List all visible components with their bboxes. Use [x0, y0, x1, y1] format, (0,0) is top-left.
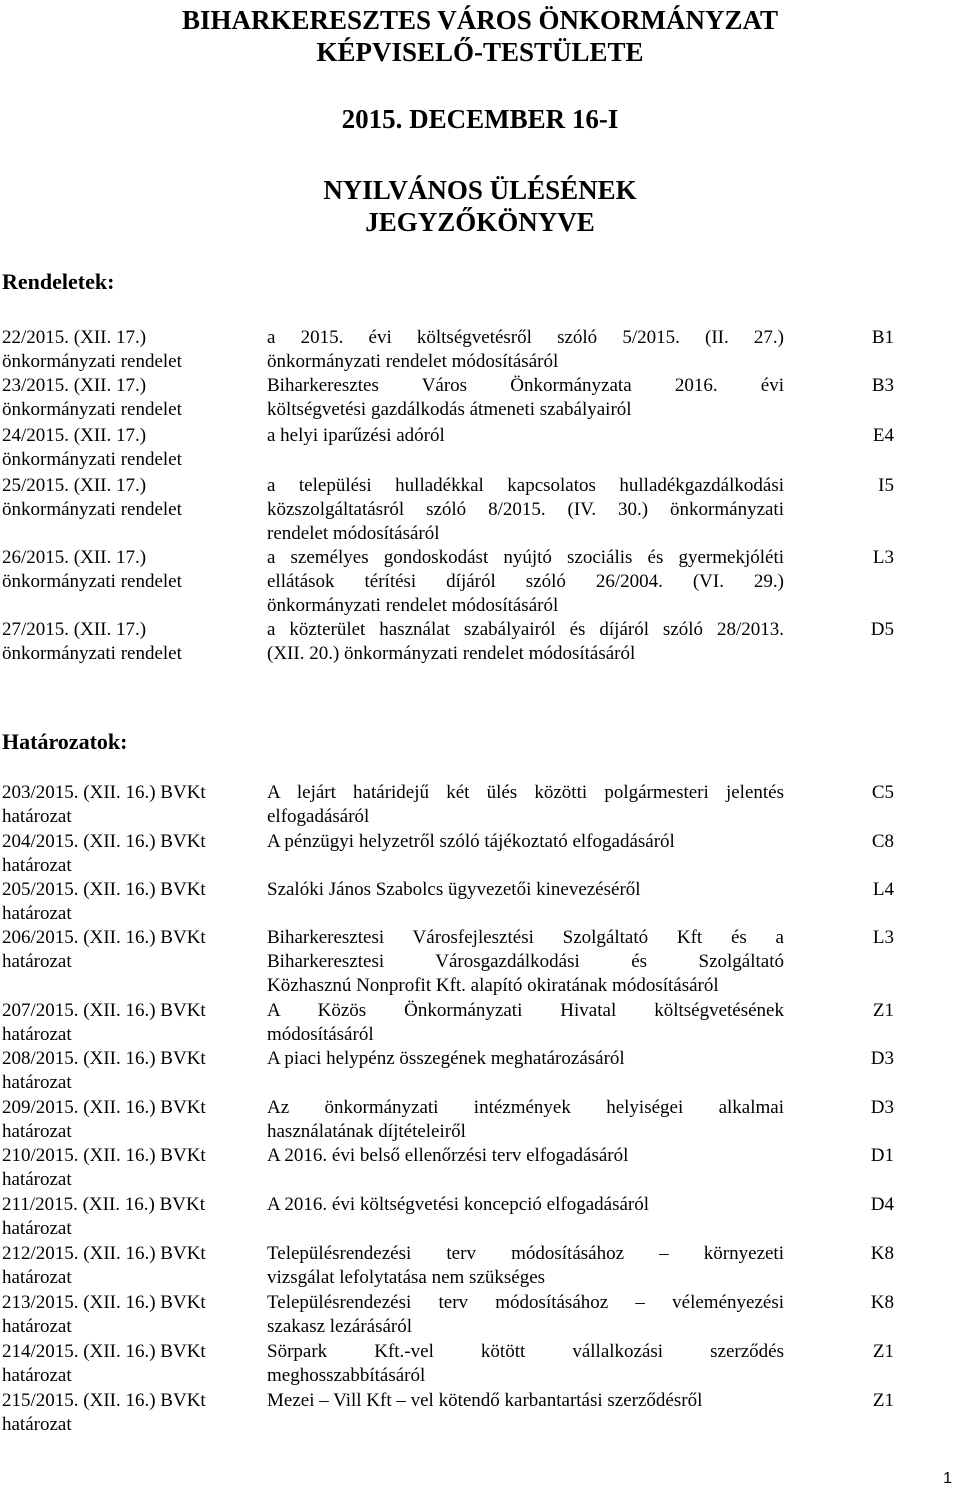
rendelet-number: 25/2015. (XII. 17.)	[2, 475, 147, 496]
rendelet-title	[267, 424, 784, 448]
hatarozat-number: 208/2015. (XII. 16.) BVKt	[2, 1048, 206, 1069]
rendelet-type: önkormányzati rendelet	[2, 499, 182, 520]
rendelet-number: 22/2015. (XII. 17.)	[2, 327, 147, 348]
hatarozat-code: K8	[870, 1292, 894, 1313]
hatarozat-code: Z1	[872, 1000, 894, 1021]
hatarozat-title	[267, 1047, 784, 1071]
hatarozat-title	[267, 830, 784, 854]
rendelet-title-line: (XII. 20.) önkormányzati rendelet módosításáról	[267, 643, 636, 664]
hatarozat-number: 206/2015. (XII. 16.) BVKt	[2, 927, 206, 948]
rendelet-title-line: önkormányzati rendelet módosításáról	[267, 595, 559, 616]
rendelet-number: 23/2015. (XII. 17.)	[2, 375, 147, 396]
hatarozat-number: 203/2015. (XII. 16.) BVKt	[2, 782, 206, 803]
hatarozat-title-line: Közhasznú Nonprofit Kft. alapító okiratának módosításáról	[267, 975, 719, 996]
hatarozat-type: határozat	[2, 1267, 72, 1288]
rendelet-reference	[2, 474, 232, 522]
hatarozat-reference	[2, 1144, 232, 1192]
hatarozat-reference	[2, 1193, 232, 1241]
council-name: BIHARKERESZTES VÁROS ÖNKORMÁNYZAT	[181, 5, 779, 35]
rendelet-code: L3	[872, 547, 894, 568]
hatarozat-reference	[2, 1242, 232, 1290]
hatarozat-reference	[2, 1340, 232, 1388]
hatarozat-number: 207/2015. (XII. 16.) BVKt	[2, 1000, 206, 1021]
hatarozat-reference	[2, 1389, 232, 1437]
hatarozat-type: határozat	[2, 1169, 72, 1190]
hatarozat-number: 215/2015. (XII. 16.) BVKt	[2, 1390, 206, 1411]
rendelet-number: 27/2015. (XII. 17.)	[2, 619, 147, 640]
hatarozat-type: határozat	[2, 1121, 72, 1142]
hatarozat-title-line: elfogadásáról	[267, 806, 370, 827]
document-title-line1: NYILVÁNOS ÜLÉSÉNEK	[323, 175, 637, 205]
hatarozat-title-line: A 2016. évi költségvetési koncepció elfogadásáról	[267, 1194, 650, 1215]
hatarozat-title	[267, 1144, 784, 1168]
rendelet-number: 26/2015. (XII. 17.)	[2, 547, 147, 568]
hatarozat-title	[267, 1193, 784, 1217]
hatarozat-title	[267, 1340, 784, 1388]
rendeletek-heading: Rendeletek:	[2, 269, 115, 294]
hatarozat-number: 213/2015. (XII. 16.) BVKt	[2, 1292, 206, 1313]
rendelet-code: E4	[872, 425, 894, 446]
hatarozat-title-line: Szalóki János Szabolcs ügyvezetői kinevezéséről	[267, 879, 641, 900]
hatarozat-type: határozat	[2, 1218, 72, 1239]
hatarozat-code: D3	[870, 1097, 894, 1118]
hatarozat-title-line: szakasz lezárásáról	[267, 1316, 413, 1337]
hatarozat-reference	[2, 781, 232, 829]
hatarozat-code: D1	[870, 1145, 894, 1166]
hatarozat-title-line: A 2016. évi belső ellenőrzési terv elfogadásáról	[267, 1145, 629, 1166]
hatarozat-code: C8	[871, 831, 894, 852]
hatarozat-code: L4	[872, 879, 894, 900]
hatarozat-code: L3	[872, 927, 894, 948]
rendelet-title-line: a közterület használat szabályairól és díjáról szóló 28/2013.	[267, 619, 784, 640]
hatarozat-reference	[2, 1047, 232, 1095]
rendelet-title	[267, 474, 784, 546]
hatarozat-title-line: Településrendezési terv módosításához – környezeti	[267, 1243, 784, 1264]
rendelet-code: B3	[871, 375, 894, 396]
hatarozat-number: 214/2015. (XII. 16.) BVKt	[2, 1341, 206, 1362]
rendelet-type: önkormányzati rendelet	[2, 351, 182, 372]
hatarozat-title	[267, 1242, 784, 1290]
hatarozat-reference	[2, 1096, 232, 1144]
rendelet-title-line: ellátások térítési díjáról szóló 26/2004. (VI. 29.)	[267, 571, 784, 592]
hatarozat-code: Z1	[872, 1341, 894, 1362]
hatarozat-title-line: Településrendezési terv módosításához – véleményezési	[267, 1292, 784, 1313]
hatarozat-code: C5	[871, 782, 894, 803]
hatarozat-type: határozat	[2, 951, 72, 972]
rendelet-reference	[2, 618, 232, 666]
rendelet-title-line: közszolgáltatásról szóló 8/2015. (IV. 30.) önkormányzati	[267, 499, 784, 520]
hatarozat-type: határozat	[2, 1365, 72, 1386]
hatarozat-type: határozat	[2, 855, 72, 876]
hatarozat-code: K8	[870, 1243, 894, 1264]
hatarozat-title-line: Mezei – Vill Kft – vel kötendő karbantartási szerződésről	[267, 1390, 703, 1411]
page-number: 1	[943, 1470, 952, 1487]
rendelet-code: D5	[870, 619, 894, 640]
hatarozat-title-line: módosításáról	[267, 1024, 374, 1045]
hatarozat-reference	[2, 830, 232, 878]
council-body: KÉPVISELŐ-TESTÜLETE	[316, 37, 644, 67]
hatarozat-type: határozat	[2, 903, 72, 924]
hatarozat-title	[267, 926, 784, 998]
hatarozat-number: 204/2015. (XII. 16.) BVKt	[2, 831, 206, 852]
hatarozat-type: határozat	[2, 1072, 72, 1093]
rendelet-title-line: a települési hulladékkal kapcsolatos hulladékgazdálkodási	[267, 475, 784, 496]
hatarozat-title-line: Az önkormányzati intézmények helyiségei alkalmai	[267, 1097, 784, 1118]
rendelet-type: önkormányzati rendelet	[2, 571, 182, 592]
hatarozat-number: 205/2015. (XII. 16.) BVKt	[2, 879, 206, 900]
hatarozat-title-line: A pénzügyi helyzetről szóló tájékoztató elfogadásáról	[267, 831, 675, 852]
hatarozat-title-line: Biharkeresztesi Városfejlesztési Szolgáltató Kft és a	[267, 927, 784, 948]
hatarozat-type: határozat	[2, 1316, 72, 1337]
hatarozat-reference	[2, 1291, 232, 1339]
hatarozat-title	[267, 1291, 784, 1339]
hatarozat-type: határozat	[2, 1024, 72, 1045]
rendelet-reference	[2, 326, 232, 374]
hatarozat-code: Z1	[872, 1390, 894, 1411]
rendelet-number: 24/2015. (XII. 17.)	[2, 425, 147, 446]
rendelet-title-line: a 2015. évi költségvetésről szóló 5/2015. (II. 27.)	[267, 327, 784, 348]
hatarozat-title	[267, 1389, 784, 1413]
rendelet-title-line: költségvetési gazdálkodás átmeneti szabályairól	[267, 399, 632, 420]
rendelet-reference	[2, 424, 232, 472]
hatarozat-code: D4	[870, 1194, 894, 1215]
rendelet-title-line: a személyes gondoskodást nyújtó szociális és gyermekjóléti	[267, 547, 784, 568]
meeting-date: 2015. DECEMBER 16-I	[341, 104, 619, 134]
hatarozat-title-line: használatának díjtételeiről	[267, 1121, 466, 1142]
rendelet-title-line: önkormányzati rendelet módosításáról	[267, 351, 559, 372]
hatarozat-reference	[2, 878, 232, 926]
rendelet-title	[267, 618, 784, 666]
hatarozat-title-line: A lejárt határidejű két ülés közötti polgármesteri jelentés	[267, 782, 784, 803]
rendelet-reference	[2, 546, 232, 594]
hatarozat-reference	[2, 999, 232, 1047]
hatarozat-type: határozat	[2, 1414, 72, 1435]
hatarozat-number: 211/2015. (XII. 16.) BVKt	[2, 1194, 205, 1215]
rendelet-title-line: rendelet módosításáról	[267, 523, 440, 544]
rendelet-type: önkormányzati rendelet	[2, 449, 182, 470]
hatarozat-title-line: Sörpark Kft.-vel kötött vállalkozási szerződés	[267, 1341, 784, 1362]
rendelet-title-line: a helyi iparűzési adóról	[267, 425, 445, 446]
rendelet-title	[267, 326, 784, 374]
rendelet-type: önkormányzati rendelet	[2, 643, 182, 664]
hatarozatok-heading: Határozatok:	[2, 729, 128, 754]
hatarozat-title	[267, 1096, 784, 1144]
rendelet-title-line: Biharkeresztes Város Önkormányzata 2016. évi	[267, 375, 784, 396]
rendelet-code: I5	[878, 475, 894, 496]
hatarozat-title-line: Biharkeresztesi Városgazdálkodási és Szolgáltató	[267, 951, 784, 972]
hatarozat-code: D3	[870, 1048, 894, 1069]
hatarozat-number: 209/2015. (XII. 16.) BVKt	[2, 1097, 206, 1118]
hatarozat-title	[267, 999, 784, 1047]
hatarozat-title-line: meghosszabbításáról	[267, 1365, 426, 1386]
rendelet-reference	[2, 374, 232, 422]
hatarozat-title-line: A piaci helypénz összegének meghatározásáról	[267, 1048, 625, 1069]
hatarozat-title-line: A Közös Önkormányzati Hivatal költségvetésének	[267, 1000, 784, 1021]
hatarozat-title-line: vizsgálat lefolytatása nem szükséges	[267, 1267, 546, 1288]
rendelet-title	[267, 374, 784, 422]
rendelet-title	[267, 546, 784, 618]
hatarozat-number: 212/2015. (XII. 16.) BVKt	[2, 1243, 206, 1264]
document-title-line2: JEGYZŐKÖNYVE	[365, 207, 595, 237]
hatarozat-type: határozat	[2, 806, 72, 827]
hatarozat-reference	[2, 926, 232, 974]
hatarozat-title	[267, 781, 784, 829]
hatarozat-title	[267, 878, 784, 902]
hatarozat-number: 210/2015. (XII. 16.) BVKt	[2, 1145, 206, 1166]
rendelet-code: B1	[871, 327, 894, 348]
rendelet-type: önkormányzati rendelet	[2, 399, 182, 420]
